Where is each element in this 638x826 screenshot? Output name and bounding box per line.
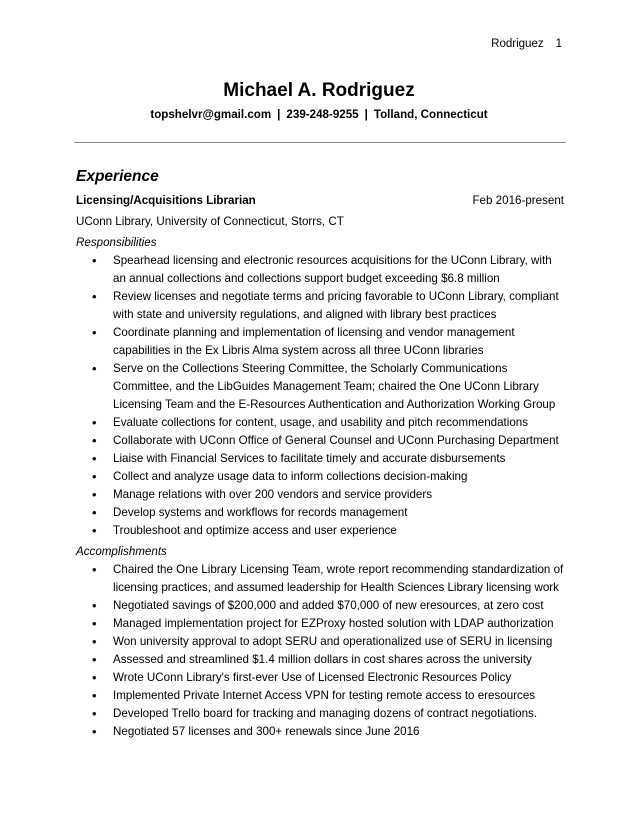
accomplishments-list [76,561,564,741]
header-divider [74,142,566,143]
bullet-item: • Negotiated savings of $200,000 and added $70,000 of new eresources, at zero cost [76,597,564,615]
section-title-experience: Experience [76,168,159,185]
contact-email: topshelvr@gmail.com [150,108,272,121]
bullet-item: • Serve on the Collections Steering Committee, the Scholarly Communications Committee, and the LibGuides Management Team; chaired the One UConn Library Licensing Team and the E-Resources Authentication and Authorization Working Group [76,360,564,414]
bullet-item: • Coordinate planning and implementation of licensing and vendor management capabilities in the Ex Libris Alma system across all three UConn libraries [76,324,564,360]
job-organization: UConn Library, University of Connecticut, Storrs, CT [76,215,344,228]
bullet-item: • Collect and analyze usage data to inform collections decision-making [76,468,564,486]
bullet-item: • Won university approval to adopt SERU and operationalized use of SERU in licensing [76,633,564,651]
bullet-item: • Evaluate collections for content, usage, and usability and pitch recommendations [76,414,564,432]
bullet-item: • Negotiated 57 licenses and 300+ renewals since June 2016 [76,723,564,741]
bullet-item: • Managed implementation project for EZProxy hosted solution with LDAP authorization [76,615,564,633]
responsibilities-heading: Responsibilities [76,236,157,249]
contact-separator: | [277,108,281,121]
bullet-item: • Develop systems and workflows for records management [76,504,564,522]
bullet-item: • Collaborate with UConn Office of General Counsel and UConn Purchasing Department [76,432,564,450]
bullet-item: • Spearhead licensing and electronic resources acquisitions for the UConn Library, with an annual collections and collections support budget exceeding $6.8 million [76,252,564,288]
bullet-item: • Implemented Private Internet Access VPN for testing remote access to eresources [76,687,564,705]
experience-section [76,166,564,741]
bullet-item: • Troubleshoot and optimize access and user experience [76,522,564,540]
contact-separator: | [364,108,368,121]
bullet-item: • Wrote UConn Library's first-ever Use of Licensed Electronic Resources Policy [76,669,564,687]
job-heading [76,192,564,210]
contact-line [0,108,638,121]
running-header-name: Rodriguez [491,38,544,50]
contact-location: Tolland, Connecticut [373,108,488,121]
accomplishments-heading: Accomplishments [76,545,167,558]
running-header [491,38,562,50]
bullet-item: • Developed Trello board for tracking and managing dozens of contract negotiations. [76,705,564,723]
bullet-item: • Review licenses and negotiate terms and pricing favorable to UConn Library, compliant with state and university regulations, and aligned with library best practices [76,288,564,324]
contact-phone: 239-248-9255 [286,108,359,121]
bullet-item: • Manage relations with over 200 vendors and service providers [76,486,564,504]
candidate-name: Michael A. Rodriguez [223,80,415,101]
bullet-item: • Assessed and streamlined $1.4 million dollars in cost shares across the university [76,651,564,669]
bullet-item: • Chaired the One Library Licensing Team, wrote report recommending standardization of licensing practices, and assumed leadership for Health Sciences Library licensing work [76,561,564,597]
job-dates: Feb 2016-present [472,194,564,207]
bullet-item: • Liaise with Financial Services to facilitate timely and accurate disbursements [76,450,564,468]
job-title: Licensing/Acquisitions Librarian [76,194,256,207]
responsibilities-list [76,252,564,540]
page-number: 1 [555,38,562,50]
